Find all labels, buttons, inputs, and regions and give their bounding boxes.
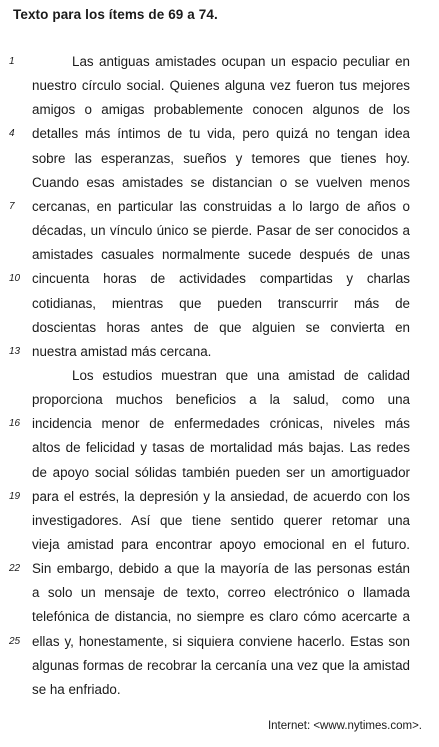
- line-text: altos de felicidad y tasas de mortalidad más bajas. Las redes: [32, 440, 410, 456]
- line-text: doscientas horas antes de que alguien se convierta en: [32, 319, 410, 335]
- passage-line: [0, 366, 439, 390]
- passage-line: [0, 390, 439, 414]
- line-number: 10: [9, 273, 21, 285]
- passage-line: [0, 656, 439, 680]
- line-text: amistades casuales normalmente sucede después de unas: [32, 247, 410, 263]
- line-text: algunas formas de recobrar la cercanía una vez que la amistad: [32, 657, 410, 673]
- line-number: 19: [9, 490, 21, 502]
- line-text: Sin embargo, debido a que la mayoría de las personas están: [32, 561, 410, 577]
- line-text: Los estudios muestran que una amistad de calidad: [72, 367, 410, 383]
- passage-line: [0, 173, 439, 197]
- passage-line: [0, 342, 439, 366]
- line-text: telefónica de distancia, no siempre es claro cómo acercarte a: [32, 609, 410, 625]
- passage-line: [0, 632, 439, 656]
- line-text: cincuenta horas de actividades compartidas y charlas: [32, 271, 410, 287]
- passage-line: [0, 269, 439, 293]
- line-text: nuestra amistad más cercana.: [32, 343, 212, 359]
- source-citation: Internet: <www.nytimes.com>.: [267, 720, 422, 732]
- passage-line: [0, 463, 439, 487]
- passage-line: [0, 414, 439, 438]
- line-text: Cuando esas amistades se distancian o se vuelven menos: [32, 174, 410, 190]
- line-text: vieja amistad para encontrar apoyo emocional en el futuro.: [32, 537, 410, 552]
- passage-line: [0, 487, 439, 511]
- passage-line: [0, 583, 439, 607]
- line-text: amigos o amigas probablemente conocen algunos de los: [32, 102, 410, 118]
- line-text: incidencia menor de enfermedades crónicas, niveles más: [32, 416, 410, 432]
- line-text: de apoyo social sólidas también pueden ser un amortiguador: [32, 464, 410, 480]
- passage-line: [0, 318, 439, 342]
- line-text: para el estrés, la depresión y la ansiedad, de acuerdo con los: [32, 488, 410, 504]
- line-text: nuestro círculo social. Quienes alguna vez fueron tus mejores: [32, 78, 410, 94]
- passage-line: [0, 149, 439, 173]
- line-text: sobre las esperanzas, sueños y temores que tienes hoy.: [32, 150, 410, 166]
- passage-line: [0, 76, 439, 100]
- passage-line: [0, 197, 439, 221]
- line-text: investigadores. Así que tiene sentido querer retomar una: [32, 512, 410, 528]
- passage-line: [0, 52, 439, 76]
- passage-line: [0, 680, 439, 704]
- line-text: proporciona muchos beneficios a la salud, como una: [32, 392, 410, 408]
- line-text: Las antiguas amistades ocupan un espacio peculiar en: [72, 54, 410, 69]
- line-text: se ha enfriado.: [32, 681, 121, 697]
- line-number: 7: [9, 200, 15, 212]
- section-heading: Texto para los ítems de 69 a 74.: [13, 7, 218, 22]
- passage-line: [0, 559, 439, 583]
- line-number: 16: [9, 418, 21, 430]
- line-text: a solo un mensaje de texto, correo electrónico o llamada: [32, 585, 410, 601]
- passage-line: [0, 245, 439, 269]
- passage-line: [0, 511, 439, 535]
- line-number: 4: [9, 128, 15, 140]
- line-number: 22: [9, 563, 21, 575]
- line-number: 1: [9, 56, 15, 67]
- passage-line: [0, 535, 439, 559]
- line-text: cotidianas, mientras que pueden transcurrir más de: [32, 295, 410, 311]
- passage-line: [0, 124, 439, 148]
- line-text: cercanas, en particular las construidas a lo largo de años o: [32, 198, 410, 214]
- passage-line: [0, 607, 439, 631]
- line-number: 25: [9, 635, 21, 647]
- passage-line: [0, 221, 439, 245]
- passage-line: [0, 438, 439, 462]
- line-text: ellas y, honestamente, si siquiera conviene hacerlo. Estas son: [32, 633, 410, 649]
- line-text: detalles más íntimos de tu vida, pero quizá no tengan idea: [32, 126, 410, 142]
- passage-line: [0, 100, 439, 124]
- line-text: décadas, un vínculo único se pierde. Pasar de ser conocidos a: [32, 223, 410, 239]
- line-number: 13: [9, 345, 21, 357]
- passage-line: [0, 294, 439, 318]
